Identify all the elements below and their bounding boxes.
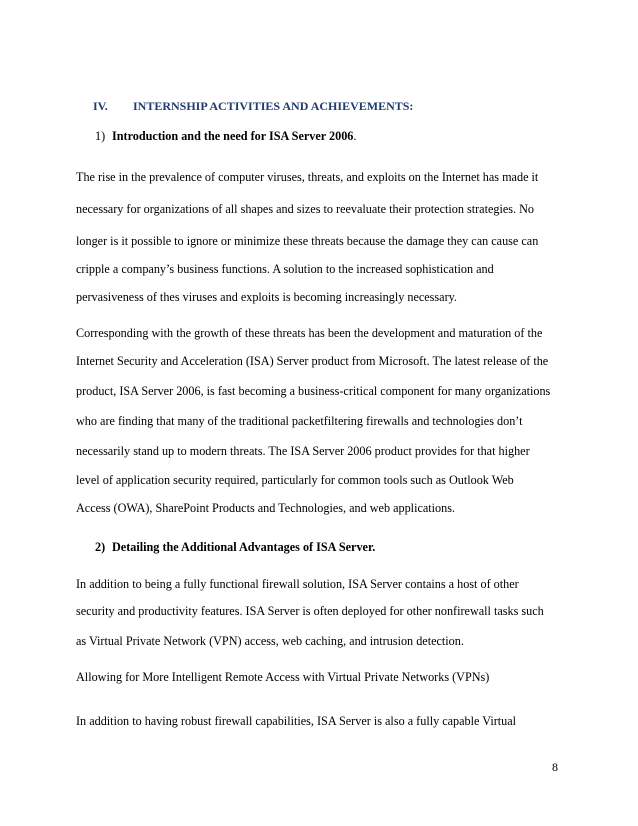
paragraph-1-line-4: cripple a company’s business functions. A solution to the increased sophistication and	[76, 262, 494, 276]
paragraph-1-line-5: pervasiveness of thes viruses and exploits is becoming increasingly necessary.	[76, 290, 457, 304]
paragraph-2-line-5: necessarily stand up to modern threats. The ISA Server 2006 product provides for that higher	[76, 444, 530, 458]
section-title: INTERNSHIP ACTIVITIES AND ACHIEVEMENTS:	[133, 99, 414, 113]
subsection-1-heading	[95, 128, 356, 144]
paragraph-3-line-3: as Virtual Private Network (VPN) access, web caching, and intrusion detection.	[76, 634, 464, 648]
paragraph-1-line-2: necessary for organizations of all shapes and sizes to reevaluate their protection strategies. No	[76, 202, 534, 216]
section-heading	[93, 98, 413, 114]
paragraph-2-line-3: product, ISA Server 2006, is fast becoming a business-critical component for many organizations	[76, 384, 551, 398]
subsection-1-trailing: .	[353, 129, 357, 143]
paragraph-4-line-1: Allowing for More Intelligent Remote Access with Virtual Private Networks (VPNs)	[76, 670, 490, 684]
subsection-1-title: Introduction and the need for ISA Server 2006	[112, 129, 354, 143]
paragraph-1-line-1: The rise in the prevalence of computer viruses, threats, and exploits on the Internet has made it	[76, 170, 539, 184]
paragraph-3-line-2: security and productivity features. ISA Server is often deployed for other nonfirewall tasks such	[76, 604, 544, 618]
paragraph-2-line-4: who are finding that many of the traditional packetfiltering firewalls and technologies don’t	[76, 414, 523, 428]
subsection-2-number: 2)	[95, 540, 106, 554]
subsection-2-heading	[95, 539, 375, 555]
paragraph-2-line-7: Access (OWA), SharePoint Products and Technologies, and web applications.	[76, 501, 456, 515]
paragraph-2-line-6: level of application security required, particularly for common tools such as Outlook Web	[76, 473, 514, 487]
paragraph-2-line-1: Corresponding with the growth of these threats has been the development and maturation of the	[76, 326, 543, 340]
page-number: 8	[552, 760, 558, 774]
subsection-2-title: Detailing the Additional Advantages of ISA Server.	[112, 540, 376, 554]
subsection-1-number: 1)	[95, 129, 106, 143]
section-number: IV.	[93, 99, 108, 113]
paragraph-1-line-3: longer is it possible to ignore or minimize these threats because the damage they can cause can	[76, 234, 539, 248]
paragraph-3-line-1: In addition to being a fully functional firewall solution, ISA Server contains a host of other	[76, 577, 519, 591]
paragraph-2-line-2: Internet Security and Acceleration (ISA) Server product from Microsoft. The latest release of the	[76, 354, 549, 368]
paragraph-5-line-1: In addition to having robust firewall capabilities, ISA Server is also a fully capable Virtual	[76, 714, 517, 728]
